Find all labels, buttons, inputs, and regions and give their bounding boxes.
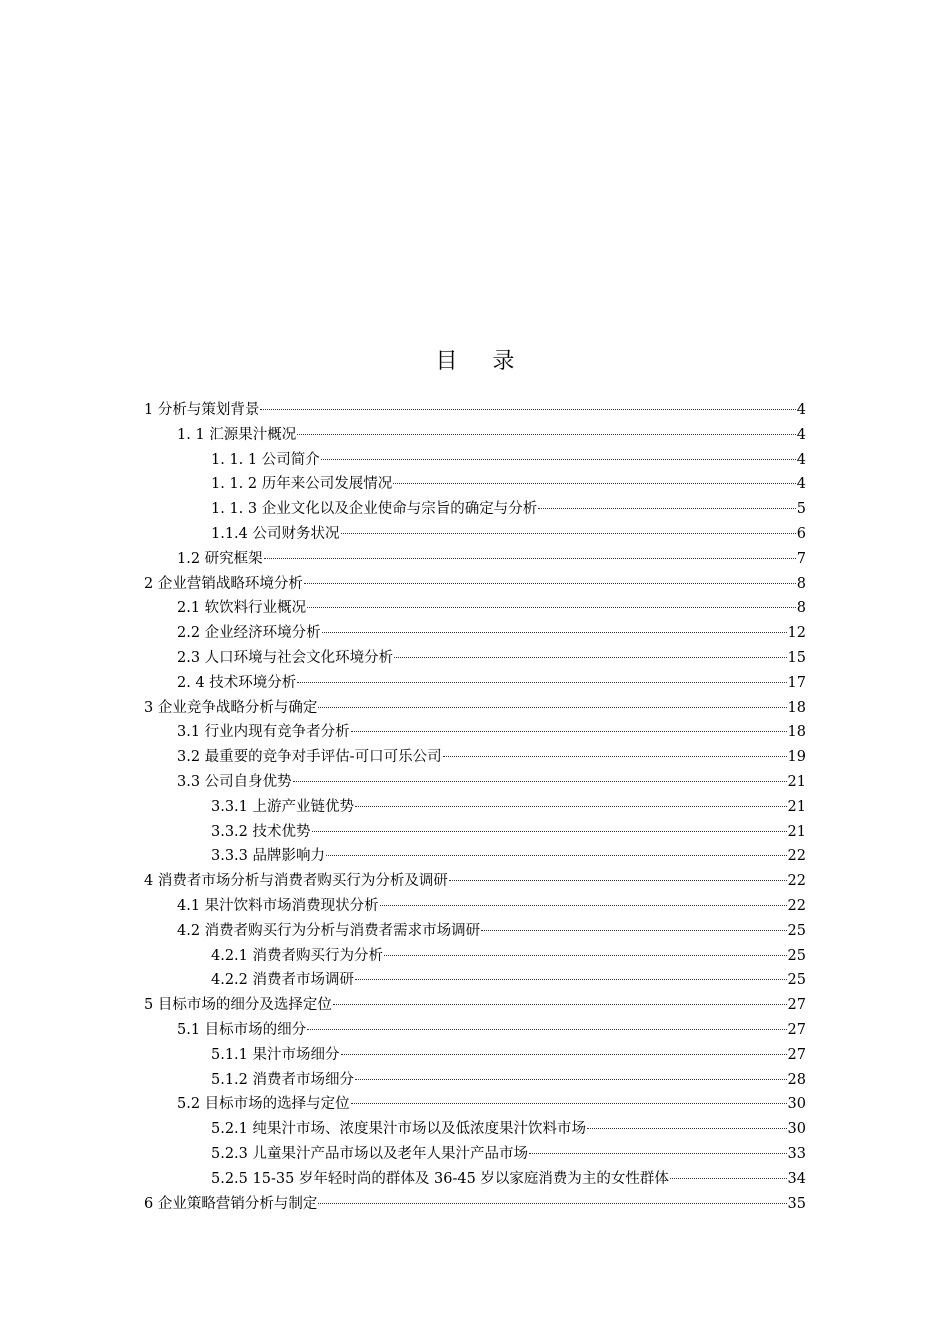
toc-dot-leader	[307, 607, 796, 608]
toc-entry-label: 1.1.4 公司财务状况	[211, 525, 340, 542]
toc-entry-label: 1.2 研究框架	[177, 550, 263, 567]
toc-entry-page-number: 21	[787, 823, 806, 840]
toc-entry-label: 4.1 果汁饮料市场消费现状分析	[177, 897, 379, 914]
toc-entry-label: 1. 1 汇源果汁概况	[177, 426, 297, 443]
toc-entry-page-number: 30	[787, 1121, 806, 1138]
toc-entry[interactable]	[144, 522, 806, 547]
toc-entry-page-number: 28	[787, 1071, 806, 1088]
toc-entry-page-number: 18	[787, 699, 806, 716]
toc-entry-label: 2.3 人口环境与社会文化环境分析	[177, 649, 394, 666]
toc-entry-page-number: 8	[796, 575, 806, 592]
toc-dot-leader	[351, 731, 787, 732]
toc-dot-leader	[312, 831, 787, 832]
toc-entry[interactable]	[144, 398, 806, 423]
toc-entry-label: 2.1 软饮料行业概况	[177, 600, 307, 617]
toc-entry-label: 4.2.2 消费者市场调研	[211, 972, 355, 989]
toc-entry[interactable]	[144, 919, 806, 944]
toc-dot-leader	[529, 1153, 787, 1154]
toc-entry-page-number: 25	[787, 972, 806, 989]
toc-dot-leader	[481, 930, 786, 931]
toc-entry-page-number: 4	[796, 476, 806, 493]
toc-entry-label: 4.2 消费者购买行为分析与消费者需求市场调研	[177, 922, 481, 939]
toc-entry-label: 3.3.2 技术优势	[211, 823, 311, 840]
toc-entry[interactable]	[144, 646, 806, 671]
toc-list	[144, 398, 806, 1216]
toc-dot-leader	[321, 459, 796, 460]
toc-entry[interactable]	[144, 1142, 806, 1167]
toc-entry[interactable]	[144, 844, 806, 869]
toc-entry[interactable]	[144, 720, 806, 745]
toc-entry[interactable]	[144, 1092, 806, 1117]
toc-entry-label: 3.3.1 上游产业链优势	[211, 798, 355, 815]
toc-entry[interactable]	[144, 1192, 806, 1217]
toc-entry-page-number: 7	[796, 550, 806, 567]
toc-entry[interactable]	[144, 770, 806, 795]
toc-entry-page-number: 4	[796, 426, 806, 443]
toc-dot-leader	[297, 682, 786, 683]
toc-entry[interactable]	[144, 596, 806, 621]
toc-dot-leader	[380, 905, 787, 906]
toc-entry-page-number: 27	[787, 1046, 806, 1063]
toc-entry-page-number: 33	[787, 1145, 806, 1162]
toc-dot-leader	[394, 657, 786, 658]
toc-dot-leader	[355, 806, 787, 807]
toc-dot-leader	[587, 1128, 787, 1129]
toc-entry-label: 5.2.5 15-35 岁年轻时尚的群体及 36-45 岁以家庭消费为主的女性群体	[211, 1170, 669, 1187]
toc-entry-label: 1. 1. 1 公司简介	[211, 451, 320, 468]
toc-dot-leader	[393, 483, 796, 484]
toc-entry-page-number: 15	[787, 649, 806, 666]
toc-dot-leader	[443, 756, 787, 757]
toc-dot-leader	[318, 1203, 786, 1204]
toc-entry-page-number: 8	[796, 600, 806, 617]
toc-entry-label: 5.1 目标市场的细分	[177, 1021, 307, 1038]
toc-dot-leader	[449, 880, 787, 881]
toc-entry[interactable]	[144, 1117, 806, 1142]
toc-entry-page-number: 6	[796, 525, 806, 542]
toc-entry-label: 3 企业竞争战略分析与确定	[144, 699, 318, 716]
toc-entry[interactable]	[144, 820, 806, 845]
toc-entry[interactable]	[144, 448, 806, 473]
toc-entry-page-number: 18	[787, 724, 806, 741]
toc-entry[interactable]	[144, 944, 806, 969]
toc-entry-label: 5.1.2 消费者市场细分	[211, 1071, 355, 1088]
toc-entry-label: 2 企业营销战略环境分析	[144, 575, 303, 592]
toc-entry[interactable]	[144, 894, 806, 919]
toc-dot-leader	[341, 1054, 787, 1055]
toc-entry-page-number: 25	[787, 947, 806, 964]
toc-entry[interactable]	[144, 795, 806, 820]
toc-entry[interactable]	[144, 1167, 806, 1192]
toc-title: 目 录	[435, 349, 529, 374]
toc-entry[interactable]	[144, 423, 806, 448]
toc-entry-page-number: 4	[796, 451, 806, 468]
toc-dot-leader	[670, 1178, 787, 1179]
toc-entry-page-number: 4	[796, 402, 806, 418]
toc-entry-page-number: 19	[787, 749, 806, 766]
toc-entry[interactable]	[144, 869, 806, 894]
toc-dot-leader	[384, 955, 787, 956]
toc-entry-page-number: 21	[787, 798, 806, 815]
toc-dot-leader	[538, 508, 796, 509]
toc-dot-leader	[297, 434, 795, 435]
toc-dot-leader	[304, 583, 796, 584]
toc-entry[interactable]	[144, 472, 806, 497]
toc-entry-label: 3.1 行业内现有竞争者分析	[177, 724, 350, 741]
toc-dot-leader	[355, 979, 787, 980]
toc-entry-label: 4 消费者市场分析与消费者购买行为分析及调研	[144, 873, 448, 890]
toc-entry[interactable]	[144, 993, 806, 1018]
toc-entry-page-number: 25	[787, 922, 806, 939]
toc-dot-leader	[307, 1029, 786, 1030]
toc-entry-label: 2. 4 技术环境分析	[177, 674, 297, 691]
toc-dot-leader	[355, 1079, 787, 1080]
toc-entry[interactable]	[144, 1018, 806, 1043]
toc-entry-label: 1. 1. 3 企业文化以及企业使命与宗旨的确定与分析	[211, 501, 538, 518]
toc-entry-label: 5.2.3 儿童果汁产品市场以及老年人果汁产品市场	[211, 1145, 529, 1162]
toc-entry[interactable]	[144, 1043, 806, 1068]
toc-dot-leader	[260, 409, 795, 410]
toc-dot-leader	[318, 707, 786, 708]
toc-entry-label: 5 目标市场的细分及选择定位	[144, 997, 332, 1014]
toc-dot-leader	[333, 1004, 787, 1005]
toc-entry-label: 1 分析与策划背景	[144, 402, 260, 418]
toc-entry-page-number: 35	[787, 1195, 806, 1212]
toc-dot-leader	[264, 558, 796, 559]
toc-entry-page-number: 5	[796, 501, 806, 518]
toc-entry-label: 1. 1. 2 历年来公司发展情况	[211, 476, 393, 493]
toc-entry-label: 5.2.1 纯果汁市场、浓度果汁市场以及低浓度果汁饮料市场	[211, 1121, 587, 1138]
toc-entry[interactable]	[144, 621, 806, 646]
toc-entry-page-number: 22	[787, 897, 806, 914]
toc-entry-label: 6 企业策略营销分析与制定	[144, 1195, 318, 1212]
toc-entry[interactable]	[144, 497, 806, 522]
toc-entry-page-number: 27	[787, 997, 806, 1014]
toc-entry[interactable]	[144, 968, 806, 993]
toc-entry-page-number: 27	[787, 1021, 806, 1038]
toc-entry-page-number: 34	[787, 1170, 806, 1187]
toc-entry-label: 4.2.1 消费者购买行为分析	[211, 947, 384, 964]
toc-dot-leader	[351, 1103, 787, 1104]
toc-entry[interactable]	[144, 1068, 806, 1093]
toc-entry-page-number: 21	[787, 773, 806, 790]
toc-entry-label: 3.3 公司自身优势	[177, 773, 292, 790]
toc-entry[interactable]	[144, 745, 806, 770]
toc-entry-page-number: 22	[787, 873, 806, 890]
toc-dot-leader	[322, 632, 787, 633]
toc-entry-page-number: 30	[787, 1096, 806, 1113]
toc-dot-leader	[293, 781, 787, 782]
toc-entry-label: 2.2 企业经济环境分析	[177, 625, 321, 642]
toc-entry-page-number: 17	[787, 674, 806, 691]
toc-entry-page-number: 12	[787, 625, 806, 642]
toc-entry[interactable]	[144, 696, 806, 721]
toc-entry[interactable]	[144, 572, 806, 597]
toc-entry-label: 3.2 最重要的竞争对手评估-可口可乐公司	[177, 749, 442, 766]
toc-entry-label: 5.2 目标市场的选择与定位	[177, 1096, 350, 1113]
toc-entry-page-number: 22	[787, 848, 806, 865]
toc-dot-leader	[341, 533, 796, 534]
toc-entry[interactable]	[144, 671, 806, 696]
toc-entry-label: 3.3.3 品牌影响力	[211, 848, 326, 865]
toc-entry[interactable]	[144, 547, 806, 572]
toc-dot-leader	[326, 855, 787, 856]
toc-entry-label: 5.1.1 果汁市场细分	[211, 1046, 340, 1063]
